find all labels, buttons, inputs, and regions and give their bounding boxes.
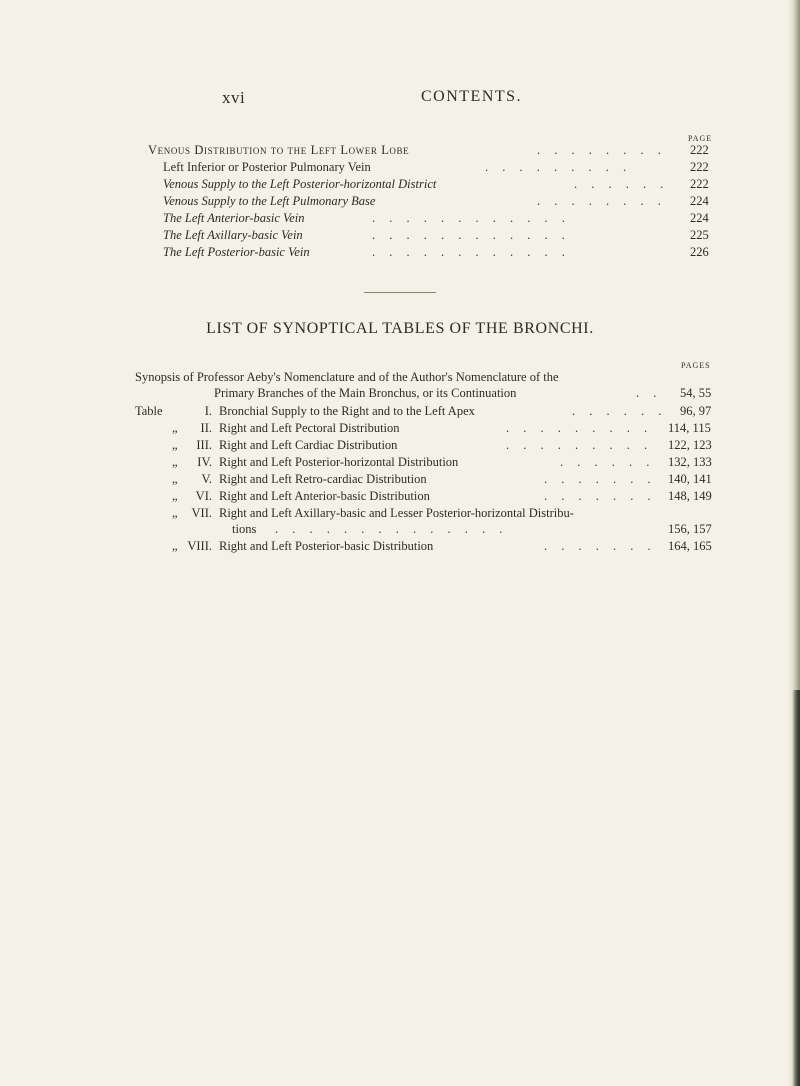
table-prefix: „	[172, 455, 178, 469]
entry-page: 224	[690, 211, 709, 225]
table-text: Right and Left Cardiac Distribution	[219, 438, 398, 452]
leader-dots: . . . . . .	[572, 404, 667, 418]
entry-text: The Left Axillary-basic Vein	[163, 228, 303, 242]
page-edge-shadow	[792, 690, 800, 1086]
table-pages: 164, 165	[668, 539, 712, 553]
leader-dots: . . . . . . .	[544, 539, 657, 553]
page-column-label: PAGE	[688, 134, 713, 143]
table-text: Right and Left Posterior-basic Distribution	[219, 539, 434, 553]
entry-text: Venous Supply to the Left Posterior-horizontal District	[163, 177, 437, 191]
table-pages: 132, 133	[668, 455, 712, 469]
table-pages: 96, 97	[680, 404, 712, 418]
leader-dots: . . . . . . . . . . . .	[372, 228, 571, 242]
table-text: Right and Left Posterior-horizontal Distribution	[219, 455, 459, 469]
contents-entry	[0, 176, 800, 192]
synopsis-entry-continued	[0, 385, 800, 401]
section-divider	[364, 292, 436, 293]
contents-entry	[0, 193, 800, 209]
entry-text: The Left Posterior-basic Vein	[163, 245, 310, 259]
table-numeral: VII.	[191, 506, 212, 520]
pages-column-label: PAGES	[681, 361, 711, 370]
table-numeral: V.	[201, 472, 212, 486]
table-pages: 122, 123	[668, 438, 712, 452]
page-header	[0, 88, 800, 112]
leader-dots: . . . . . .	[560, 455, 655, 469]
table-text-continued: tions	[232, 522, 257, 536]
synopsis-text-line2: Primary Branches of the Main Bronchus, or its Continuation	[214, 386, 517, 400]
synopsis-text-line1: Synopsis of Professor Aeby's Nomenclature and of the Author's Nomenclature of the	[135, 370, 559, 384]
leader-dots: . . . . . . . .	[537, 143, 667, 157]
table-prefix: „	[172, 489, 178, 503]
entry-text: Venous Distribution to the Left Lower Lobe	[148, 143, 410, 157]
table-text: Right and Left Retro-cardiac Distribution	[219, 472, 427, 486]
table-text: Bronchial Supply to the Right and to the Left Apex	[219, 404, 475, 418]
table-entry-continued	[0, 521, 800, 537]
table-numeral: II.	[200, 421, 212, 435]
table-numeral: III.	[196, 438, 212, 452]
table-prefix: Table	[135, 404, 163, 418]
table-prefix: „	[172, 539, 178, 553]
table-text: Right and Left Axillary-basic and Lesser Posterior-horizontal Distribu-	[219, 506, 574, 520]
table-entry	[0, 471, 800, 487]
leader-dots: . . . . . . . . . . . .	[372, 211, 571, 225]
entry-text: Venous Supply to the Left Pulmonary Base	[163, 194, 376, 208]
leader-dots: . . . . . . . . . . . . . .	[275, 522, 508, 536]
leader-dots: . . . . . .	[574, 177, 669, 191]
table-prefix: „	[172, 438, 178, 452]
table-numeral: VIII.	[187, 539, 212, 553]
entry-page: 222	[690, 143, 709, 157]
contents-entry	[0, 227, 800, 243]
leader-dots: . . . . . . .	[544, 472, 657, 486]
table-pages: 148, 149	[668, 489, 712, 503]
entry-text: The Left Anterior-basic Vein	[163, 211, 305, 225]
leader-dots: . . . . . . .	[544, 489, 657, 503]
table-prefix: „	[172, 472, 178, 486]
table-text: Right and Left Pectoral Distribution	[219, 421, 400, 435]
section-title: LIST OF SYNOPTICAL TABLES OF THE BRONCHI.	[206, 320, 594, 337]
table-entry	[0, 403, 800, 419]
entry-page: 222	[690, 160, 709, 174]
entry-page: 226	[690, 245, 709, 259]
synopsis-pages: 54, 55	[680, 386, 712, 400]
table-pages: 140, 141	[668, 472, 712, 486]
table-pages: 114, 115	[668, 421, 711, 435]
table-numeral: IV.	[197, 455, 212, 469]
entry-page: 222	[690, 177, 709, 191]
table-entry	[0, 420, 800, 436]
contents-entry	[0, 244, 800, 260]
table-text: Right and Left Anterior-basic Distribution	[219, 489, 430, 503]
table-entry	[0, 538, 800, 554]
contents-entry	[0, 142, 800, 158]
entry-text: Left Inferior or Posterior Pulmonary Vein	[163, 160, 371, 174]
leader-dots: . . . . . . . . .	[485, 160, 632, 174]
table-numeral: VI.	[195, 489, 212, 503]
table-prefix: „	[172, 506, 178, 520]
table-entry	[0, 454, 800, 470]
leader-dots: . .	[636, 386, 662, 400]
table-entry	[0, 488, 800, 504]
leader-dots: . . . . . . . .	[537, 194, 667, 208]
entry-page: 225	[690, 228, 709, 242]
table-prefix: „	[172, 421, 178, 435]
table-numeral: I.	[204, 404, 212, 418]
leader-dots: . . . . . . . . .	[506, 438, 653, 452]
table-entry	[0, 505, 800, 521]
contents-entry	[0, 210, 800, 226]
entry-page: 224	[690, 194, 709, 208]
table-entry	[0, 437, 800, 453]
leader-dots: . . . . . . . . .	[506, 421, 653, 435]
contents-entry	[0, 159, 800, 175]
page-number: xvi	[222, 88, 246, 107]
running-head: CONTENTS.	[421, 88, 523, 105]
leader-dots: . . . . . . . . . . . .	[372, 245, 571, 259]
table-pages: 156, 157	[668, 522, 712, 536]
synopsis-entry	[0, 369, 800, 385]
